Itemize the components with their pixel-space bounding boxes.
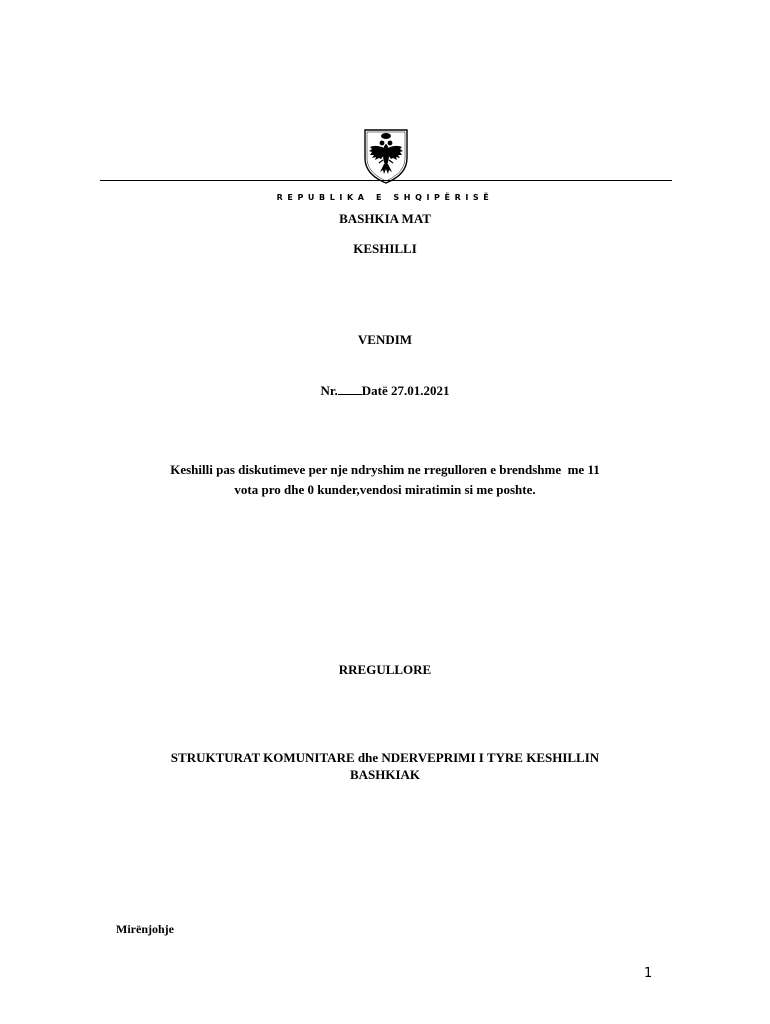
intro-line: vota pro dhe 0 kunder,vendosi miratimin si me poshte. (234, 482, 536, 497)
council-name: KESHILLI (353, 241, 417, 256)
decision-number-blank (338, 382, 362, 395)
regulation-subtitle-line: STRUKTURAT KOMUNITARE dhe NDERVEPRIMI I TYRE KESHILLIN (170, 750, 600, 765)
regulation-subtitle-line: BASHKIAK (349, 767, 421, 782)
albanian-coat-of-arms-icon (362, 128, 410, 184)
regulation-subtitle (110, 749, 660, 783)
page-number: 1 (644, 966, 653, 981)
republic-label: REPUBLIKA E SHQIPËRISË (276, 193, 494, 202)
header-rule (100, 180, 672, 181)
acknowledgements-heading: Mirënjohje (116, 922, 174, 936)
decision-number-label: Nr. (320, 383, 338, 398)
regulation-title: RREGULLORE (338, 662, 432, 677)
intro-paragraph (110, 460, 660, 500)
intro-line: Keshilli pas diskutimeve per nje ndryshim ne rregulloren e brendshme me 11 (170, 462, 600, 477)
decision-date: Datë 27.01.2021 (361, 383, 450, 398)
decision-number-date (0, 382, 770, 400)
municipality-name: BASHKIA MAT (339, 211, 431, 226)
decision-title: VENDIM (357, 332, 413, 347)
